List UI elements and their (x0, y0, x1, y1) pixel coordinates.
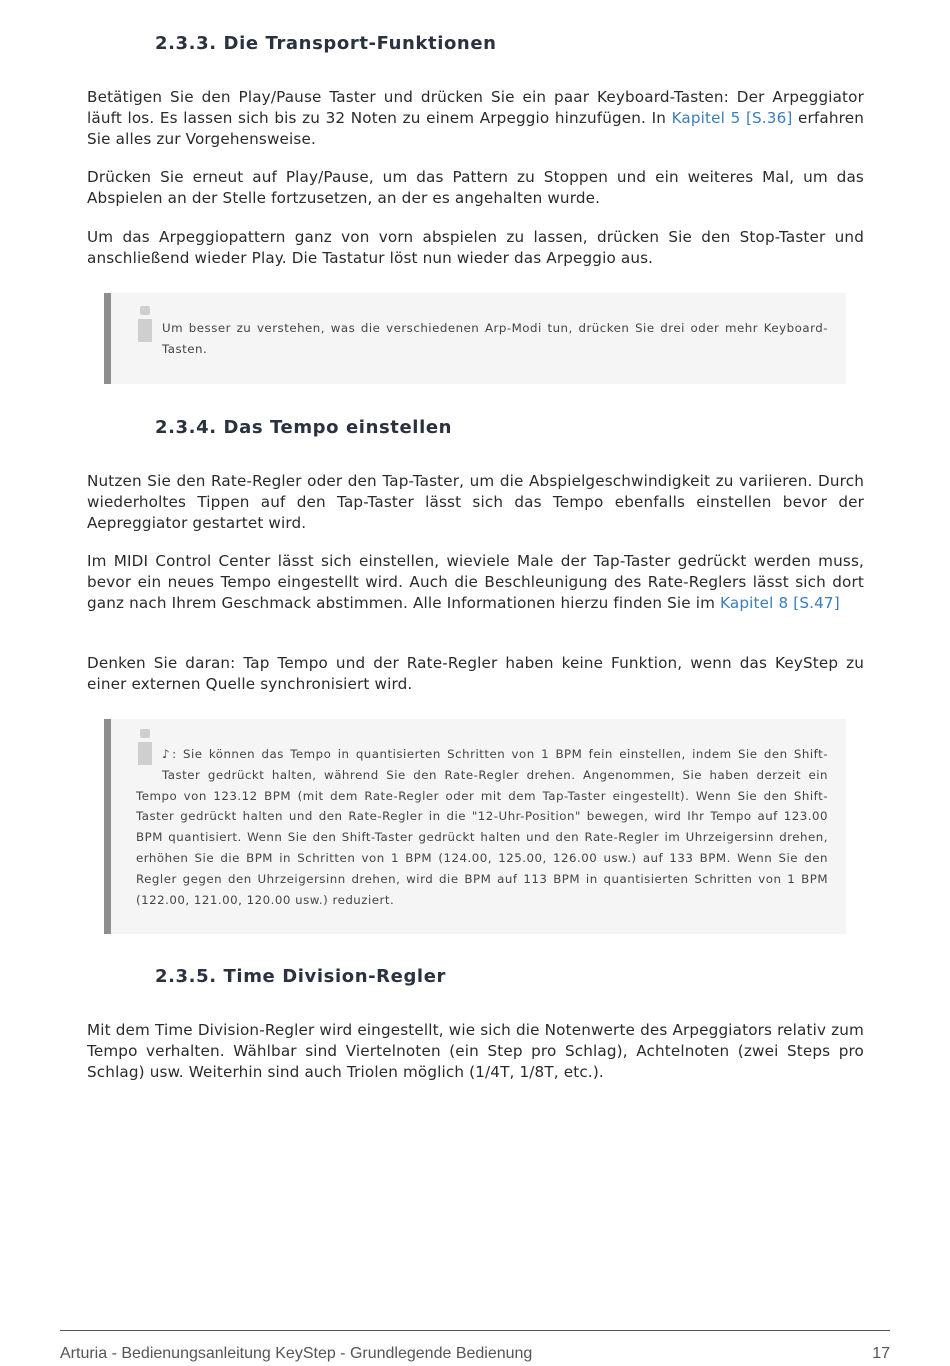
paragraph-text: erfahren Sie alles zur Vorgehensweise. (87, 108, 864, 148)
info-note (104, 719, 846, 934)
paragraph (87, 87, 864, 149)
paragraph: Nutzen Sie den Rate-Regler oder den Tap-Taster, um die Abspielgeschwindigkeit zu variieren. Durch wiederholtes Tippen auf den Tap-Taster lässt sich das Tempo ebenfalls einstellen bevor der Aepreggiator gestartet wird. (87, 472, 864, 532)
paragraph: Denken Sie daran: Tap Tempo und der Rate-Regler haben keine Funktion, wenn das KeyStep zu einer externen Quelle synchronisiert wird. (87, 654, 864, 693)
footer-text: Arturia - Bedienungsanleitung KeyStep - Grundlegende Bedienung (60, 1345, 533, 1362)
note-text: Um besser zu verstehen, was die verschiedenen Arp-Modi tun, drücken Sie drei oder mehr Keyboard-Tasten. (162, 321, 828, 356)
link-kapitel-5[interactable]: Kapitel 5 [S.36] (671, 108, 793, 127)
info-icon (136, 729, 158, 769)
paragraph (87, 551, 864, 613)
paragraph: Drücken Sie erneut auf Play/Pause, um das Pattern zu Stoppen und ein weiteres Mal, um das Abspielen an der Stelle fortzusetzen, an der es angehalten wurde. (87, 168, 864, 207)
paragraph-text: Betätigen Sie den Play/Pause Taster und drücken Sie ein paar Keyboard-Tasten: Der Arpeggiator läuft los. Es lassen sich bis zu 32 Noten zu einem Arpeggio hinzufügen. In (87, 88, 864, 127)
paragraph-text: Im MIDI Control Center lässt sich einstellen, wieviele Male der Tap-Taster gedrückt werden muss, bevor ein neues Tempo eingestellt wird. Auch die Beschleunigung des Rate-Reglers lässt sich dort ganz nach Ihrem Geschmack abstimmen. Alle Informationen hierzu finden Sie im (87, 552, 864, 612)
section-heading-time-division: 2.3.5. Time Division-Regler (155, 966, 446, 987)
info-note (104, 293, 846, 384)
section-heading-transport: 2.3.3. Die Transport-Funktionen (155, 33, 497, 54)
paragraph: Mit dem Time Division-Regler wird eingestellt, wie sich die Notenwerte des Arpeggiators relativ zum Tempo verhalten. Wählbar sind Viertelnoten (ein Step pro Schlag), Achtelnoten (zwei Steps pro Schlag) usw. Weiterhin sind auch Triolen möglich (1/4T, 1/8T, etc.). (87, 1021, 864, 1081)
footer-divider (60, 1330, 890, 1331)
section-heading-tempo: 2.3.4. Das Tempo einstellen (155, 417, 453, 438)
link-kapitel-8[interactable]: Kapitel 8 [S.47] (720, 593, 840, 612)
page-number: 17 (872, 1345, 890, 1362)
note-text: ♪: Sie können das Tempo in quantisierten Schritten von 1 BPM fein einstellen, indem Sie den Shift-Taster gedrückt halten, während Sie den Rate-Regler drehen. Angenommen, Sie haben derzeit ein Tempo von 123.12 BPM (mit dem Rate-Regler oder mit dem Tap-Taster eingestellt). Wenn Sie den Shift-Taster gedrückt halten und den Rate-Regler in die "12-Uhr-Position" bewegen, wird Ihr Tempo auf 123.00 BPM quantisiert. Wenn Sie den Shift-Taster gedrückt halten und den Rate-Regler im Uhrzeigersinn drehen, erhöhen Sie die BPM in Schritten von 1 BPM (124.00, 125.00, 126.00 usw.) auf 133 BPM. Wenn Sie den Regler gegen den Uhrzeigersinn drehen, wird die BPM auf 113 BPM in quantisierten Schritten von 1 BPM (122.00, 121.00, 120.00 usw.) reduziert. (136, 747, 828, 907)
paragraph: Um das Arpeggiopattern ganz von vorn abspielen zu lassen, drücken Sie den Stop-Taster und anschließend wieder Play. Die Tastatur löst nun wieder das Arpeggio aus. (87, 228, 864, 267)
info-icon (136, 306, 158, 346)
